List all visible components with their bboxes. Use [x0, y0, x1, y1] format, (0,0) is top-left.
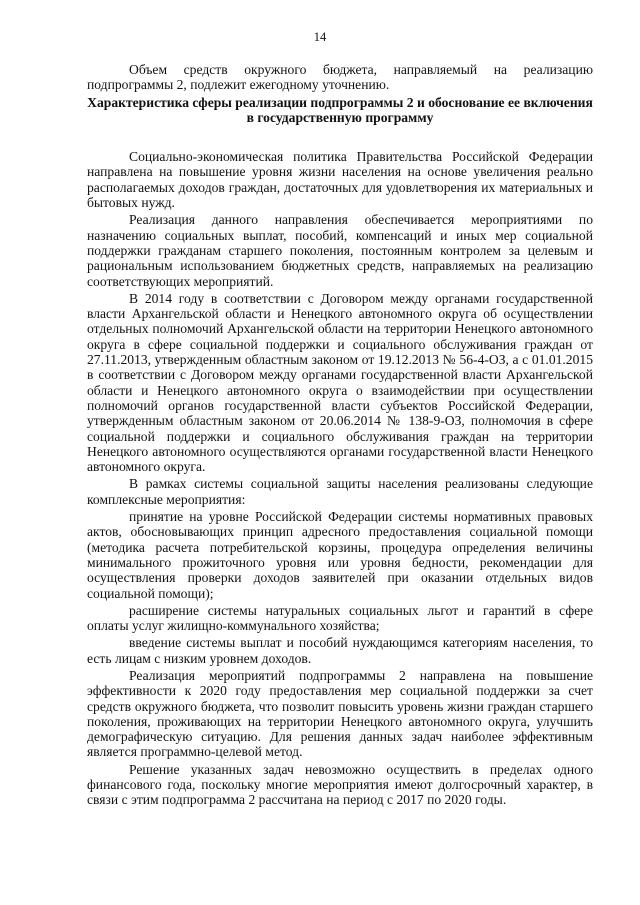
body-paragraph-5: принятие на уровне Российской Федерации системы нормативных правовых актов, обосновывающих принцип адресного предоставления социальной помощи (методика расчета потребительской корзины, процедура определения величины минимального прожиточного уровня или уровня бедности, рекомендации для осуществления проверки доходов заявителей при оказании отдельных видов социальной помощи);: [87, 509, 593, 601]
section-heading: Характеристика сферы реализации подпрограммы 2 и обоснование ее включения в государственную программу: [87, 94, 593, 125]
document-body: [87, 62, 593, 808]
body-paragraph-3: В 2014 году в соответствии с Договором между органами государственной власти Архангельской области и Ненецкого автономного округа об осуществлении отдельных полномочий Архангельской области на территории Ненецкого автономного округа в сфере социальной поддержки и социального обслуживания граждан от 27.11.2013, утвержденным областным законом от 19.12.2013 № 56-4-ОЗ, а с 01.01.2015 в соответствии с Договором между органами государственной власти Архангельской области и Ненецкого автономного округа о взаимодействии при осуществлении полномочий органов государственной власти субъектов Российской Федерации, утвержденным областным законом от 20.06.2014 № 138-9-ОЗ, полномочия в сфере социальной поддержки и социального обслуживания граждан на территории Ненецкого автономного осуществляются органами государственной власти Ненецкого автономного округа.: [87, 290, 593, 475]
body-paragraph-1: Социально-экономическая политика Правительства Российской Федерации направлена на повышение уровня жизни населения на основе увеличения реально располагаемых доходов граждан, достаточных для удовлетворения их материальных и бытовых нужд.: [87, 149, 593, 211]
body-paragraph-4: В рамках системы социальной защиты населения реализованы следующие комплексные мероприятия:: [87, 476, 593, 507]
page-number: 14: [313, 30, 327, 44]
spacer: [87, 125, 593, 149]
body-paragraph-2: Реализация данного направления обеспечивается мероприятиями по назначению социальных выплат, пособий, компенсаций и иных мер социальной поддержки гражданам старшего поколения, постоянным контролем за целевым и рациональным использованием бюджетных средств, направляемых на реализацию соответствующих мероприятий.: [87, 212, 593, 289]
body-paragraph-6: расширение системы натуральных социальных льгот и гарантий в сфере оплаты услуг жилищно-коммунального хозяйства;: [87, 602, 593, 634]
body-paragraph-9: Решение указанных задач невозможно осуществить в пределах одного финансового года, поскольку многие мероприятия имеют долгосрочный характер, в связи с этим подпрограмма 2 рассчитана на период с 2017 по 2020 годы.: [87, 761, 593, 808]
body-paragraph-7: введение системы выплат и пособий нуждающимся категориям населения, то есть лицам с низким уровнем доходов.: [87, 635, 593, 666]
body-paragraph-8: Реализация мероприятий подпрограммы 2 направлена на повышение эффективности к 2020 году предоставления мер социальной поддержки за счет средств окружного бюджета, что позволит повысить уровень жизни граждан старшего поколения, проживающих на территории Ненецкого автономного округа, улучшить демографическую ситуацию. Для решения данных задач наиболее эффективным является программно-целевой метод.: [87, 667, 593, 760]
intro-paragraph: Объем средств окружного бюджета, направляемый на реализацию подпрограммы 2, подлежит ежегодному уточнению.: [87, 62, 593, 93]
